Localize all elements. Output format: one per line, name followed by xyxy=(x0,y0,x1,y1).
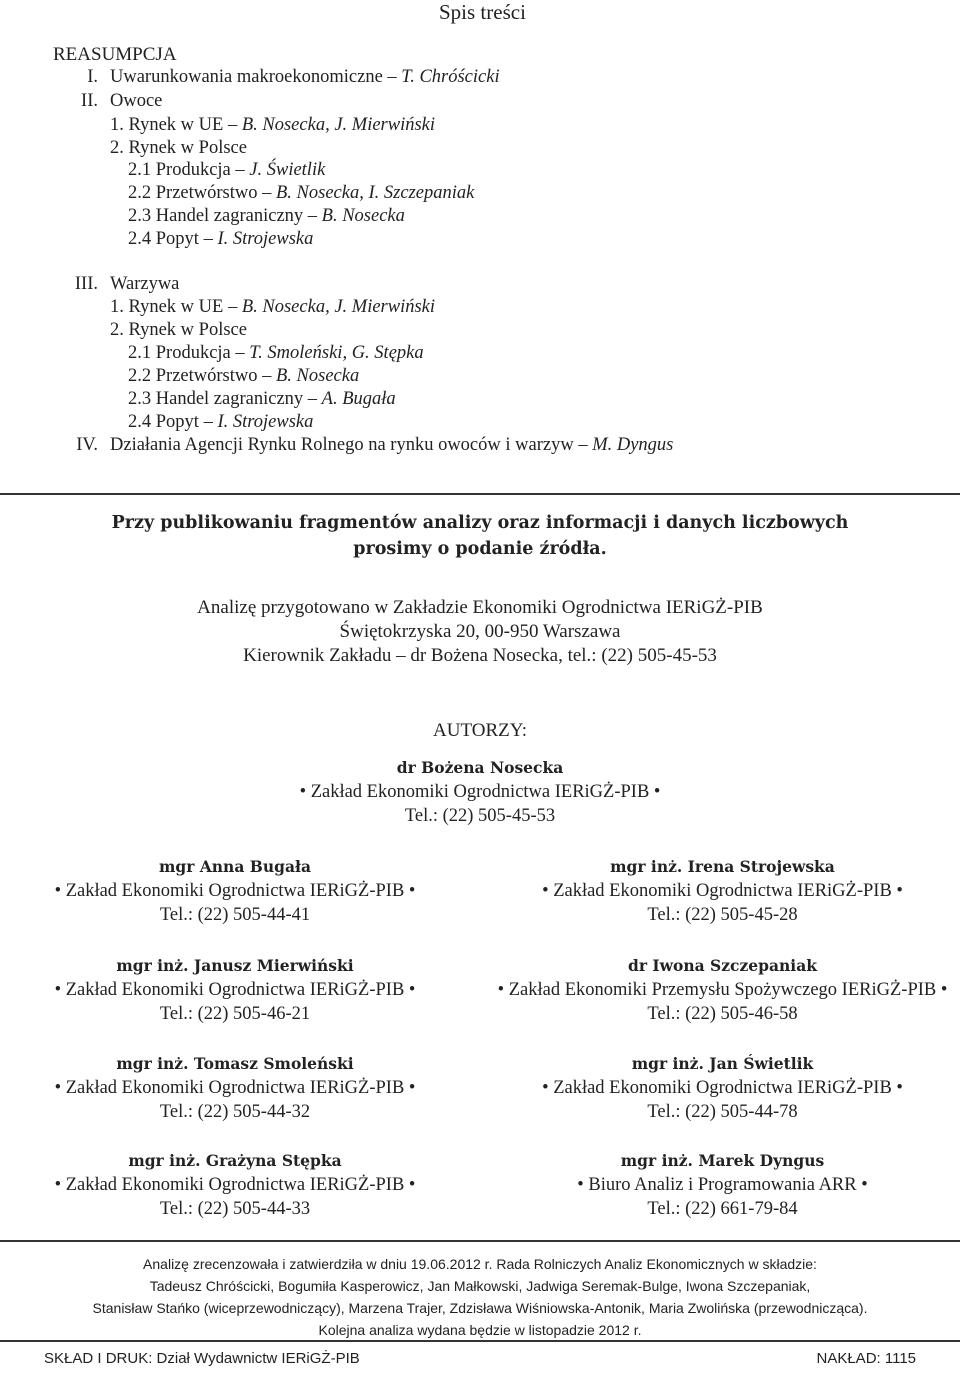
review-board-note xyxy=(0,1253,960,1341)
toc-entry-title: 2.4 Popyt xyxy=(128,412,199,432)
toc-entry-authors: B. Nosecka, J. Mierwiński xyxy=(241,297,436,317)
author-phone: Tel.: (22) 505-45-53 xyxy=(404,806,556,826)
toc-entry-authors: B. Nosecka xyxy=(275,366,360,386)
toc-entry-title: Uwarunkowania makroekonomiczne xyxy=(110,67,383,87)
toc-entry-authors: B. Nosecka, J. Mierwiński xyxy=(241,115,436,135)
toc-entry: 2.3 Handel zagraniczny – A. Bugała xyxy=(128,389,396,409)
toc-entry-title: 1. Rynek w UE xyxy=(110,115,224,135)
preparation-info xyxy=(0,596,960,668)
toc-entry-authors: T. Smoleński, G. Stępka xyxy=(249,343,424,363)
toc-entry: Uwarunkowania makroekonomiczne – T. Chróścicki xyxy=(110,67,500,87)
author-affiliation: • Zakład Ekonomiki Ogrodnictwa IERiGŻ-PIB • xyxy=(299,782,661,802)
toc-entry-authors: I. Strojewska xyxy=(217,229,314,249)
author-phone: Tel.: (22) 505-46-58 xyxy=(647,1004,798,1024)
author-affiliation: • Zakład Ekonomiki Ogrodnictwa IERiGŻ-PIB • xyxy=(542,881,903,901)
toc-entry-title: 2.1 Produkcja xyxy=(128,343,231,363)
author-card xyxy=(0,1052,470,1124)
toc-entry: 1. Rynek w UE – B. Nosecka, J. Mierwiński xyxy=(110,115,436,135)
section-numeral: II. xyxy=(81,91,98,111)
divider xyxy=(0,1240,960,1242)
toc-entry: 2.4 Popyt – I. Strojewska xyxy=(128,412,314,432)
toc-entry-title: 2.3 Handel zagraniczny xyxy=(128,206,304,226)
author-card xyxy=(0,1149,470,1221)
toc-entry-title: 2.2 Przetwórstwo xyxy=(128,366,258,386)
section-numeral: III. xyxy=(74,274,98,294)
author-phone: Tel.: (22) 505-44-32 xyxy=(159,1102,311,1122)
footer-print-info: SKŁAD I DRUK: Dział Wydawnictw IERiGŻ-PIB xyxy=(44,1350,360,1367)
toc-entry: 2.4 Popyt – I. Strojewska xyxy=(128,229,314,249)
toc-entry-title: 1. Rynek w UE xyxy=(110,297,224,317)
toc-entry-title: 2.2 Przetwórstwo xyxy=(128,183,258,203)
toc-entry-authors: I. Strojewska xyxy=(217,412,314,432)
prep-line: Świętokrzyska 20, 00-950 Warszawa xyxy=(339,621,621,642)
toc-entry: 2. Rynek w Polsce xyxy=(110,320,247,340)
author-name: dr Bożena Nosecka xyxy=(396,758,564,777)
author-phone: Tel.: (22) 505-46-21 xyxy=(159,1004,311,1024)
toc-title: Spis treści xyxy=(439,0,526,24)
toc-entry: 2.2 Przetwórstwo – B. Nosecka xyxy=(128,366,360,386)
review-line: Tadeusz Chróścicki, Bogumiła Kasperowicz, Jan Małkowski, Jadwiga Seremak-Bulge, Iwona Szczepaniak, xyxy=(149,1278,811,1294)
toc-entry: 2.3 Handel zagraniczny – B. Nosecka xyxy=(128,206,405,226)
divider xyxy=(0,493,960,495)
author-affiliation: • Biuro Analiz i Programowania ARR • xyxy=(577,1175,868,1195)
toc-entry-authors: B. Nosecka, I. Szczepaniak xyxy=(275,183,475,203)
review-line: Analizę zrecenzowała i zatwierdziła w dniu 19.06.2012 r. Rada Rolniczych Analiz Ekonomicznych w składzie: xyxy=(143,1256,817,1272)
toc-entry-authors: J. Świetlik xyxy=(249,160,326,180)
author-name: mgr inż. Tomasz Smoleński xyxy=(116,1054,354,1073)
author-affiliation: • Zakład Ekonomiki Ogrodnictwa IERiGŻ-PIB • xyxy=(54,881,416,901)
author-card xyxy=(0,954,470,1026)
section-numeral: I. xyxy=(87,67,98,87)
review-line: Stanisław Stańko (wiceprzewodniczący), Marzena Trajer, Zdzisława Wiśniowska-Antonik, Maria Zwolińska (przewodnicząca). xyxy=(92,1300,868,1316)
author-card xyxy=(485,1052,960,1124)
review-line: Kolejna analiza wydana będzie w listopadzie 2012 r. xyxy=(318,1322,642,1338)
author-phone: Tel.: (22) 505-44-41 xyxy=(159,905,311,925)
citation-notice xyxy=(0,510,960,562)
author-name: dr Iwona Szczepaniak xyxy=(628,956,817,975)
author-name: mgr inż. Grażyna Stępka xyxy=(128,1151,342,1170)
author-phone: Tel.: (22) 505-45-28 xyxy=(647,905,798,925)
author-name: mgr inż. Irena Strojewska xyxy=(610,857,835,876)
footer-circulation: NAKŁAD: 1115 xyxy=(816,1350,916,1367)
author-card xyxy=(485,1149,960,1221)
toc-entry: Owoce xyxy=(110,91,163,111)
author-card xyxy=(485,954,960,1026)
prep-line: Analizę przygotowano w Zakładzie Ekonomiki Ogrodnictwa IERiGŻ-PIB xyxy=(197,597,763,618)
toc-heading: REASUMPCJA xyxy=(53,44,177,65)
author-name: mgr Anna Bugała xyxy=(158,857,312,876)
section-numeral: IV. xyxy=(76,435,98,455)
author-affiliation: • Zakład Ekonomiki Ogrodnictwa IERiGŻ-PIB • xyxy=(542,1078,903,1098)
authors-title: AUTORZY: xyxy=(433,720,527,741)
toc-entry-title: 2.1 Produkcja xyxy=(128,160,231,180)
toc-entry: 2. Rynek w Polsce xyxy=(110,138,247,158)
author-phone: Tel.: (22) 661-79-84 xyxy=(647,1199,798,1219)
toc-entry: Warzywa xyxy=(110,274,180,294)
divider xyxy=(0,1340,960,1342)
lead-author xyxy=(0,756,960,828)
notice-line: prosimy o podanie źródła. xyxy=(353,539,607,559)
toc-entry-authors: B. Nosecka xyxy=(321,206,405,226)
toc-entry: Działania Agencji Rynku Rolnego na rynku owoców i warzyw – M. Dyngus xyxy=(110,435,674,455)
author-card xyxy=(485,855,960,927)
author-affiliation: • Zakład Ekonomiki Ogrodnictwa IERiGŻ-PIB • xyxy=(54,980,416,1000)
toc-entry-title: 2.4 Popyt xyxy=(128,229,199,249)
author-affiliation: • Zakład Ekonomiki Ogrodnictwa IERiGŻ-PIB • xyxy=(54,1175,416,1195)
author-name: mgr inż. Jan Świetlik xyxy=(631,1054,814,1073)
toc-entry: 2.2 Przetwórstwo – B. Nosecka, I. Szczepaniak xyxy=(128,183,475,203)
author-affiliation: • Zakład Ekonomiki Ogrodnictwa IERiGŻ-PIB • xyxy=(54,1078,416,1098)
toc-entry-title: Działania Agencji Rynku Rolnego na rynku owoców i warzyw xyxy=(110,435,574,455)
toc-entry: 1. Rynek w UE – B. Nosecka, J. Mierwiński xyxy=(110,297,436,317)
toc-entry-title: 2.3 Handel zagraniczny xyxy=(128,389,304,409)
toc-entry: 2.1 Produkcja – T. Smoleński, G. Stępka xyxy=(128,343,424,363)
prep-line: Kierownik Zakładu – dr Bożena Nosecka, tel.: (22) 505-45-53 xyxy=(243,645,717,666)
toc-entry: 2.1 Produkcja – J. Świetlik xyxy=(128,160,326,180)
toc-entry-authors: T. Chróścicki xyxy=(401,67,500,87)
notice-line: Przy publikowaniu fragmentów analizy oraz informacji i danych liczbowych xyxy=(111,513,849,533)
toc-entry-authors: M. Dyngus xyxy=(592,435,674,455)
author-name: mgr inż. Janusz Mierwiński xyxy=(116,956,354,975)
author-affiliation: • Zakład Ekonomiki Przemysłu Spożywczego IERiGŻ-PIB • xyxy=(497,980,948,1000)
author-phone: Tel.: (22) 505-44-78 xyxy=(647,1102,798,1122)
author-name: mgr inż. Marek Dyngus xyxy=(620,1151,825,1170)
toc-entry-authors: A. Bugała xyxy=(321,389,396,409)
author-phone: Tel.: (22) 505-44-33 xyxy=(159,1199,311,1219)
author-card xyxy=(0,855,470,927)
